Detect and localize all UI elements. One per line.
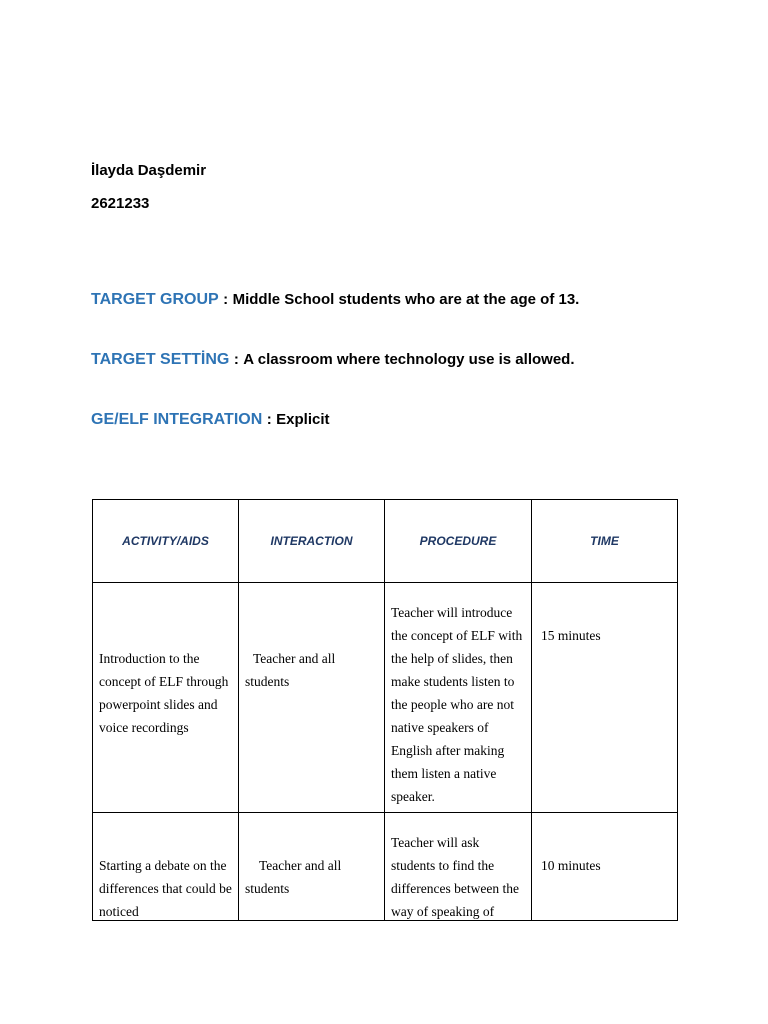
time-text: 10 minutes xyxy=(541,858,601,873)
target-group-separator: : xyxy=(223,291,229,308)
target-group-line xyxy=(91,291,579,309)
target-setting-label: TARGET SETTİNG xyxy=(91,351,230,368)
table-header-row xyxy=(93,500,678,583)
integration-label: GE/ELF INTEGRATION xyxy=(91,411,263,428)
procedure-clip xyxy=(385,813,531,920)
procedure-cell xyxy=(385,813,532,921)
interaction-cell xyxy=(239,583,385,813)
header-interaction: INTERACTION xyxy=(239,500,385,583)
target-group-label: TARGET GROUP xyxy=(91,291,219,308)
interaction-text: Teacher and all students xyxy=(245,651,336,689)
time-cell xyxy=(532,813,678,921)
author-name: İlayda Daşdemir xyxy=(91,162,207,179)
procedure-cell xyxy=(385,583,532,813)
activity-text: Introduction to the concept of ELF through powerpoint slides and voice recordings xyxy=(99,651,229,735)
interaction-text: Teacher and all students xyxy=(245,858,342,896)
interaction-cell xyxy=(239,813,385,921)
header-activity: ACTIVITY/AIDS xyxy=(93,500,239,583)
student-id: 2621233 xyxy=(91,195,150,212)
procedure-text: Teacher will introduce the concept of ELF with the help of slides, then make students listen to the people who are not native speakers of English after making them listen a native speaker. xyxy=(391,605,523,804)
time-cell xyxy=(532,583,678,813)
time-clip xyxy=(532,813,677,920)
procedure-text: Teacher will ask students to find the differences between the way of speaking of xyxy=(391,835,519,919)
table-row xyxy=(93,583,678,813)
target-group-value: Middle School students who are at the age of 13. xyxy=(232,291,580,308)
activity-cell xyxy=(93,583,239,813)
integration-value: Explicit xyxy=(276,411,330,428)
integration-separator: : xyxy=(266,411,272,428)
integration-line xyxy=(91,411,330,429)
target-setting-value: A classroom where technology use is allowed. xyxy=(243,351,575,368)
target-setting-separator: : xyxy=(233,351,239,368)
time-text: 15 minutes xyxy=(541,628,601,643)
table-row xyxy=(93,813,678,921)
activity-text: Starting a debate on the differences that could be noticed xyxy=(99,858,232,919)
target-setting-line xyxy=(91,351,575,369)
header-time: TIME xyxy=(532,500,678,583)
header-procedure: PROCEDURE xyxy=(385,500,532,583)
interaction-clip xyxy=(239,813,384,920)
activity-cell xyxy=(93,813,239,921)
activity-clip xyxy=(93,813,238,920)
lesson-plan-table xyxy=(92,499,678,921)
